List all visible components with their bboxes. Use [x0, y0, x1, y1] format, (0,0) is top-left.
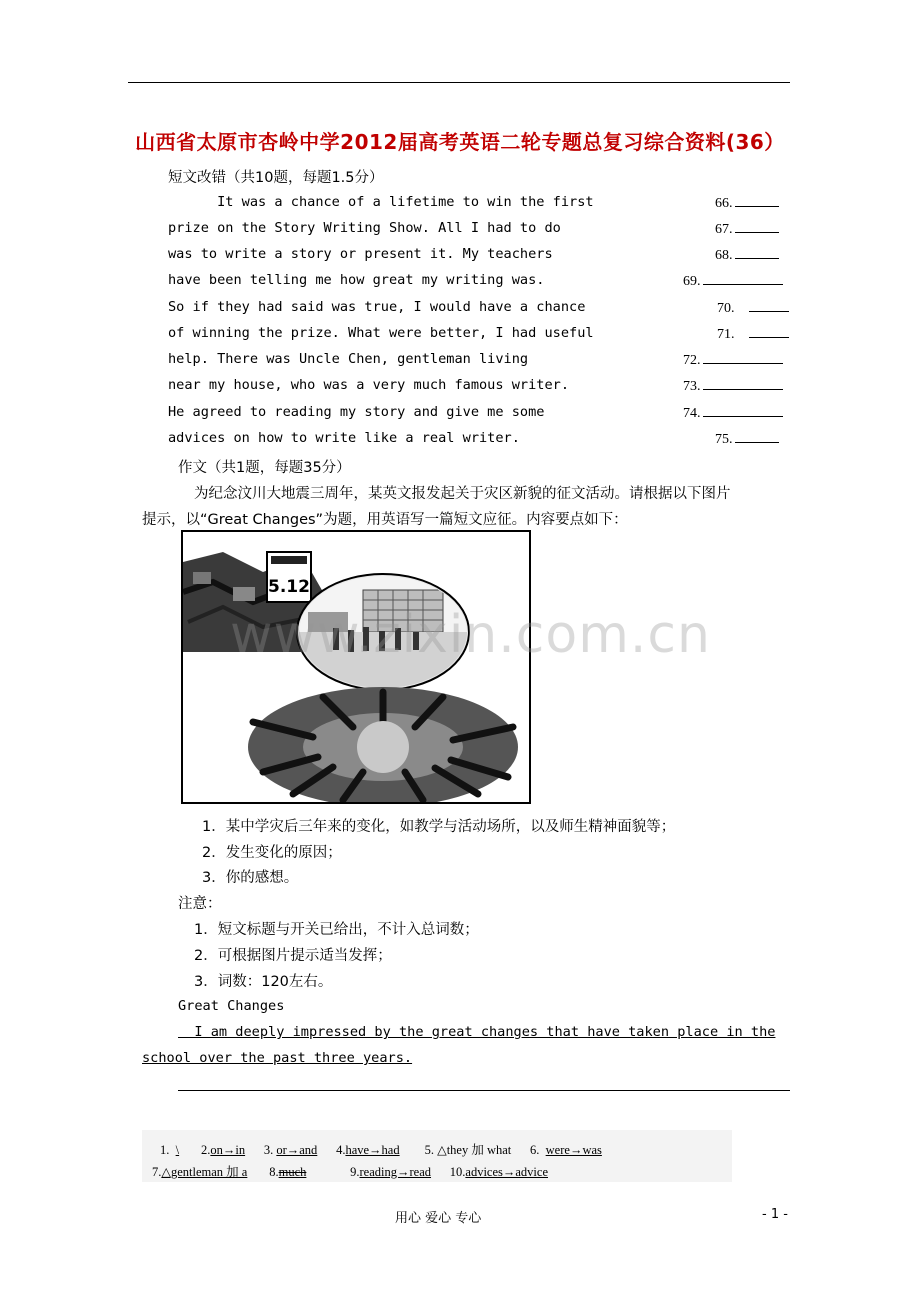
illustration-image — [181, 530, 531, 804]
footer-motto: 用心 爱心 专心 — [395, 1211, 482, 1226]
section-heading-correction: 短文改错（共10题，每题1.5分） — [168, 170, 384, 186]
content-point: 2．发生变化的原因； — [202, 845, 342, 861]
correction-line: help. There was Uncle Chen, gentleman living — [168, 351, 529, 367]
correction-line: was to write a story or present it. My teachers — [168, 246, 553, 262]
correction-line: It was a chance of a lifetime to win the first — [168, 194, 594, 210]
earthquake-collage-picture — [183, 532, 529, 802]
answer-blank-71[interactable]: 71. — [717, 325, 789, 343]
page-number: - 1 - — [762, 1207, 788, 1222]
header-rule — [128, 82, 790, 83]
correction-line: prize on the Story Writing Show. All I had to do — [168, 220, 561, 236]
page-title: 山西省太原市杏岭中学2012届高考英语二轮专题总复习综合资料(36） — [135, 130, 785, 154]
correction-line: near my house, who was a very much famous writer. — [168, 377, 570, 393]
correction-line: have been telling me how great my writing was. — [168, 272, 545, 288]
essay-opening-line: school over the past three years. — [142, 1050, 413, 1066]
answer-blank-69[interactable]: 69. — [683, 272, 783, 290]
note-item: 2．可根据图片提示适当发挥； — [194, 948, 392, 964]
writing-line[interactable] — [178, 1090, 790, 1091]
correction-line: advices on how to write like a real writer. — [168, 430, 520, 446]
answer-key-row-2: 7.△gentleman 加 a 8.much 9.reading→read 10.advices→advice — [152, 1165, 548, 1179]
note-item: 1．短文标题与开关已给出，不计入总词数； — [194, 922, 479, 938]
watermark: www.zixin.com.cn — [230, 605, 711, 665]
correction-line: of winning the prize. What were better, I had useful — [168, 325, 594, 341]
section-heading-writing: 作文（共1题，每题35分） — [178, 460, 351, 476]
note-item: 3．词数：120左右。 — [194, 974, 333, 990]
correction-line: So if they had said was true, I would have a chance — [168, 299, 586, 315]
answer-blank-66[interactable]: 66. — [715, 194, 779, 212]
answer-blank-75[interactable]: 75. — [715, 430, 779, 448]
answer-blank-68[interactable]: 68. — [715, 246, 779, 264]
writing-prompt-line: 提示，以“Great Changes”为题，用英语写一篇短文应征。内容要点如下： — [142, 512, 628, 528]
answer-key-row-1: 1. \ 2.on→in 3. or→and 4.have→had 5. △they 加 what 6. were→was — [160, 1143, 602, 1157]
answer-blank-74[interactable]: 74. — [683, 404, 783, 422]
answer-blank-73[interactable]: 73. — [683, 377, 783, 395]
answer-blank-67[interactable]: 67. — [715, 220, 779, 238]
content-point: 1．某中学灾后三年来的变化，如教学与活动场所，以及师生精神面貌等； — [202, 819, 676, 835]
answer-blank-72[interactable]: 72. — [683, 351, 783, 369]
content-point: 3．你的感想。 — [202, 870, 299, 886]
answer-blank-70[interactable]: 70. — [717, 299, 789, 317]
memorial-sign-text: 5.12 — [268, 577, 310, 597]
writing-prompt-line: 为纪念汶川大地震三周年，某英文报发起关于灾区新貌的征文活动。请根据以下图片 — [194, 486, 731, 502]
essay-opening-line: I am deeply impressed by the great changes that have taken place in the — [178, 1024, 776, 1040]
essay-title: Great Changes — [178, 998, 285, 1014]
notes-heading: 注意： — [178, 896, 222, 912]
correction-line: He agreed to reading my story and give me some — [168, 404, 545, 420]
